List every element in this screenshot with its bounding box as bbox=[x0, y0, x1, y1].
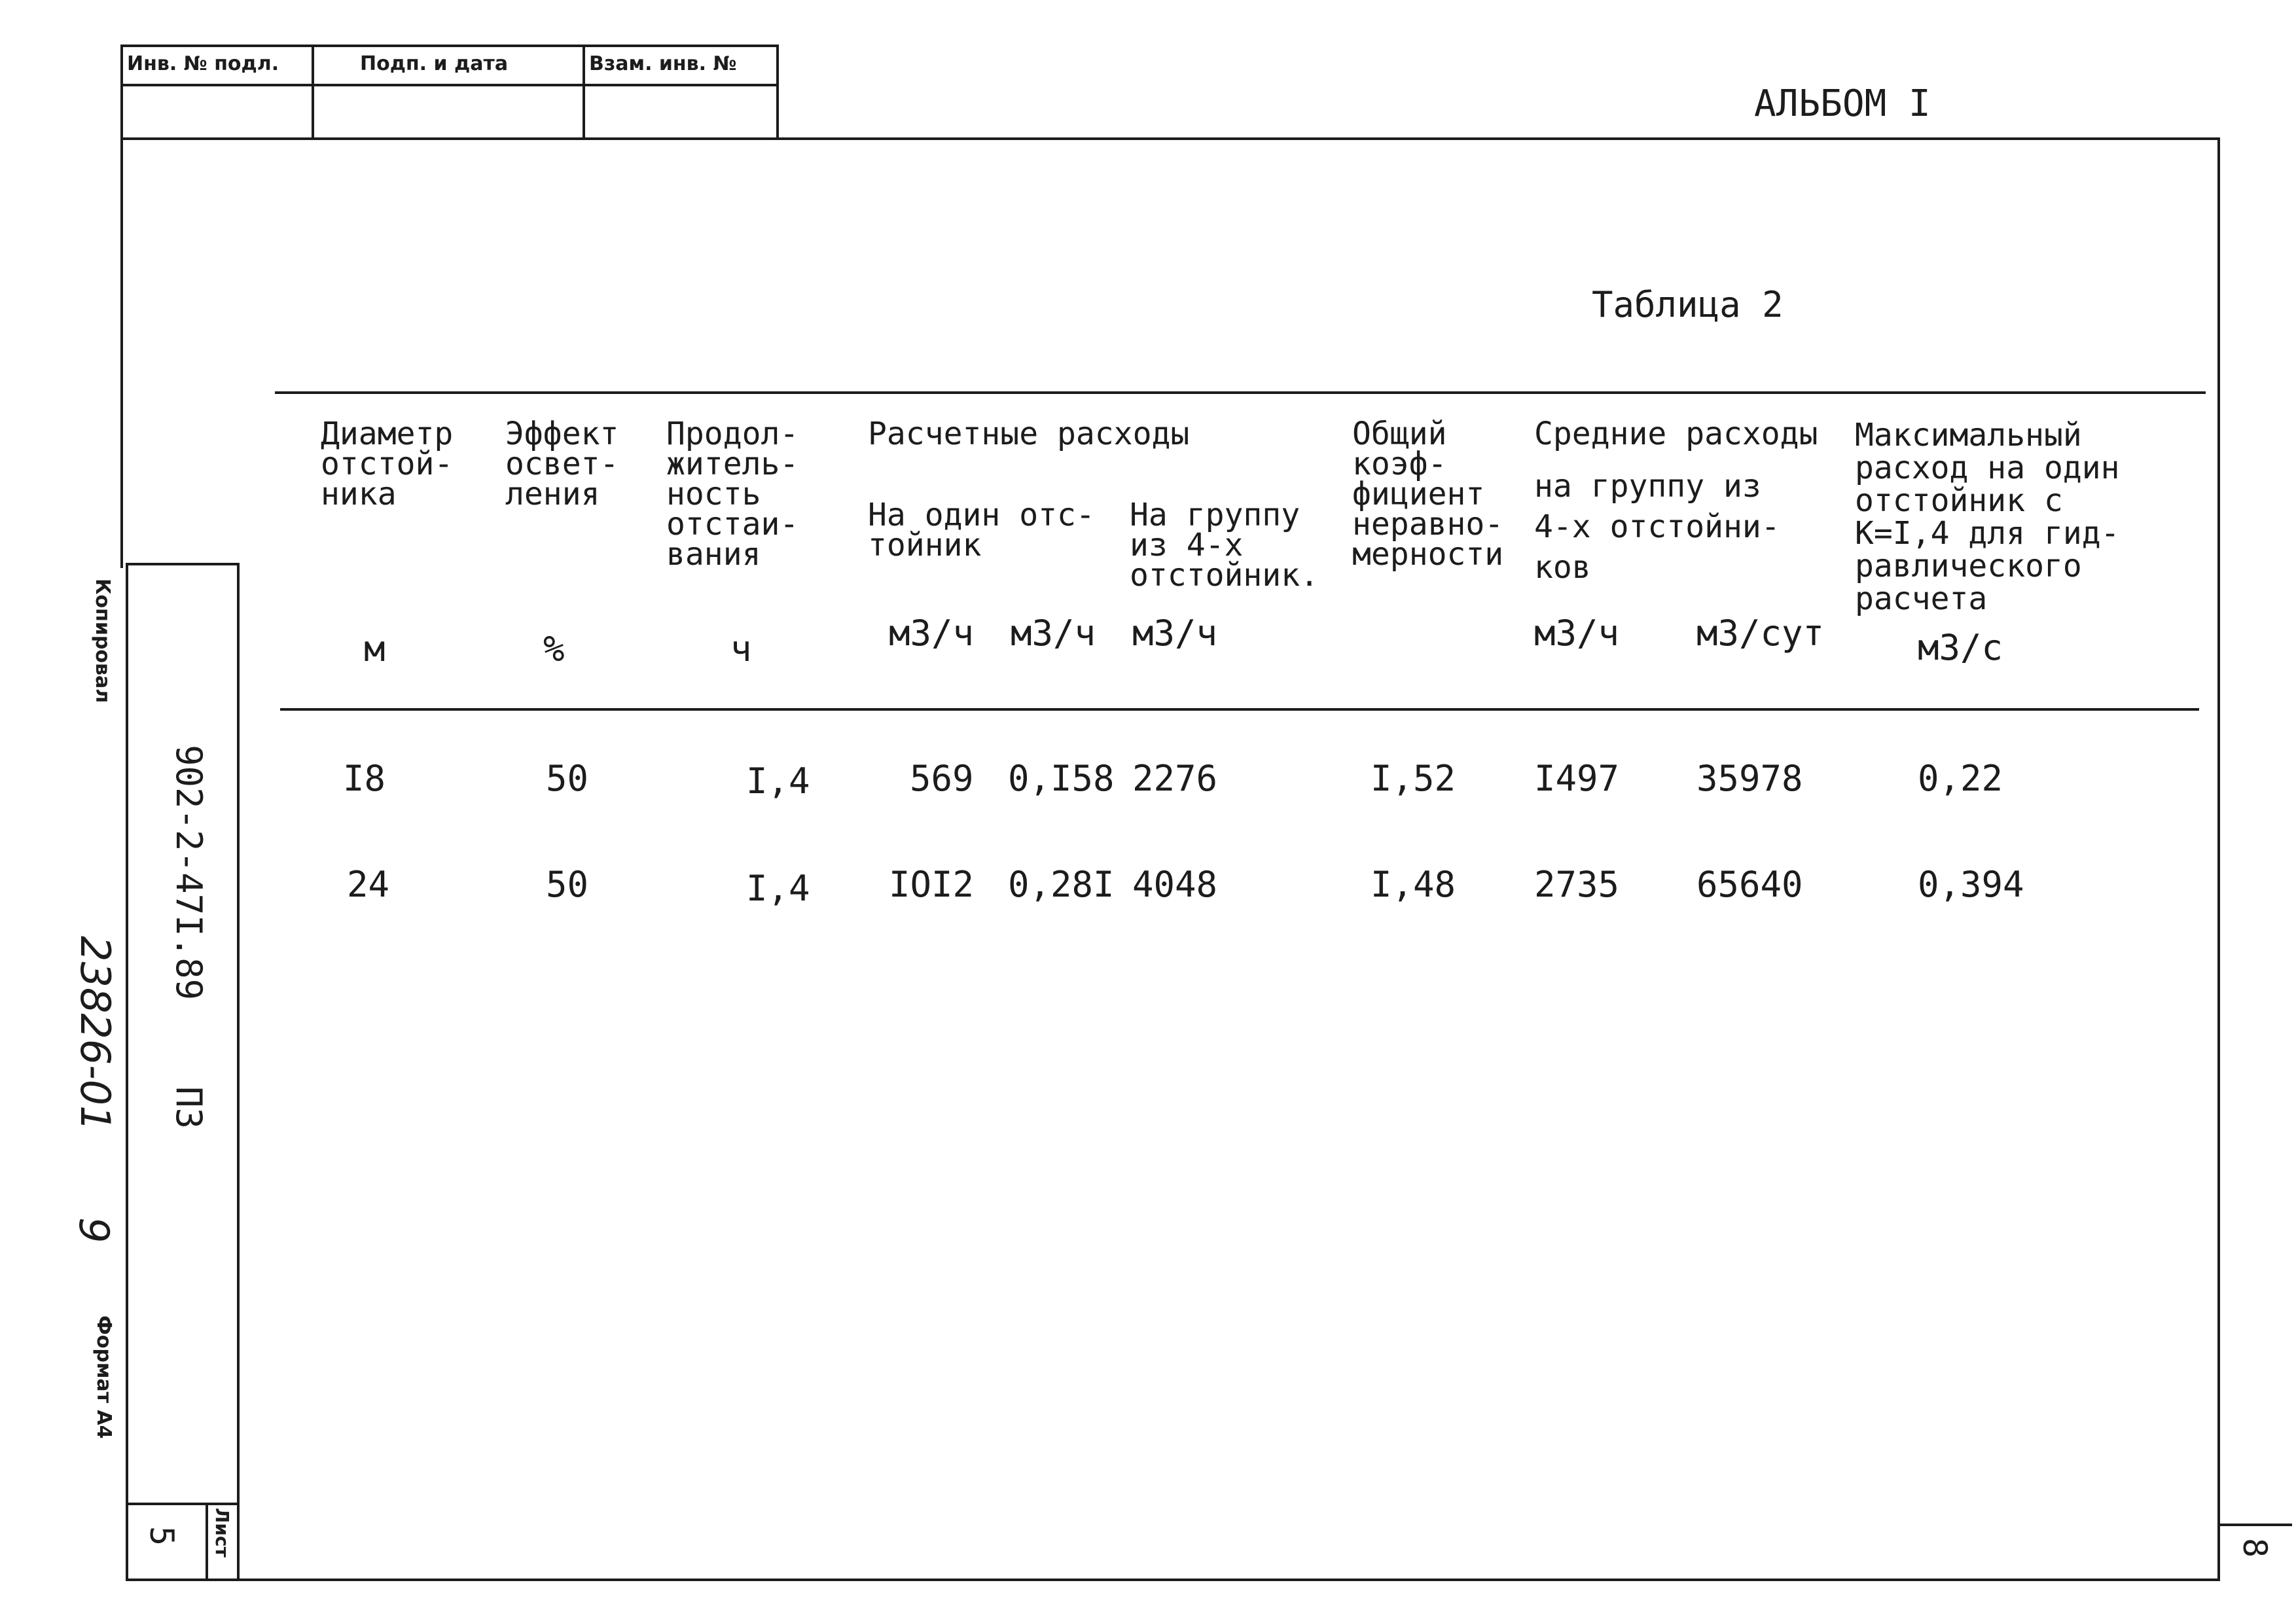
document-code: 902-2-47I.89 bbox=[168, 745, 209, 1001]
table-title: Таблица 2 bbox=[1592, 284, 1784, 325]
stamp-replace-label: Взам. инв. № bbox=[589, 52, 737, 75]
unit-percent: % bbox=[543, 628, 565, 669]
table-cell: 65640 bbox=[1696, 864, 1803, 905]
table-cell: 24 bbox=[347, 864, 390, 905]
table-cell: 2276 bbox=[1132, 758, 1218, 799]
section-code: ПЗ bbox=[168, 1086, 209, 1130]
table-cell: I,4 bbox=[746, 760, 810, 802]
table-cell: I,4 bbox=[746, 868, 810, 909]
format-label: Формат А4 bbox=[92, 1315, 115, 1439]
unit-hours: ч bbox=[730, 628, 752, 669]
handwritten-page: 9 bbox=[70, 1217, 118, 1243]
table-header-rule bbox=[280, 708, 2199, 711]
album-label: АЛЬБОМ I bbox=[1754, 82, 1931, 125]
table-cell: I,52 bbox=[1371, 758, 1456, 799]
table-cell: 0,22 bbox=[1918, 758, 2003, 799]
table-cell: 35978 bbox=[1696, 758, 1803, 799]
header-effect: Эффект освет- ления bbox=[505, 416, 619, 512]
unit-m3h-one-b: м3/ч bbox=[1011, 613, 1096, 654]
unit-m3h-avg: м3/ч bbox=[1534, 613, 1620, 654]
header-per-one: На один отс- тойник bbox=[868, 497, 1095, 563]
copied-label: Копировал bbox=[91, 579, 114, 704]
sheet-label: Лист bbox=[211, 1508, 233, 1558]
header-per-group: На группу из 4-х отстойник. bbox=[1130, 497, 1319, 594]
table-cell: I8 bbox=[343, 758, 386, 799]
table-top-rule bbox=[275, 391, 2206, 394]
page-number: 8 bbox=[2236, 1538, 2274, 1558]
header-duration: Продол- житель- ность отстаи- вания bbox=[666, 416, 799, 573]
header-diameter: Диаметр отстой- ника bbox=[321, 416, 454, 512]
table-cell: 50 bbox=[546, 864, 589, 905]
unit-m3s: м3/с bbox=[1918, 627, 2003, 668]
table-cell: 569 bbox=[910, 758, 974, 799]
table-cell: 4048 bbox=[1132, 864, 1218, 905]
handwritten-number: 23826-01 bbox=[71, 936, 119, 1132]
table-cell: 0,28I bbox=[1008, 864, 1115, 905]
table-cell: I497 bbox=[1534, 758, 1620, 799]
table-cell: I,48 bbox=[1371, 864, 1456, 905]
table-cell: 2735 bbox=[1534, 864, 1620, 905]
table-cell: IOI2 bbox=[889, 864, 975, 905]
table-cell: 0,I58 bbox=[1008, 758, 1115, 799]
header-avg-flows: Средние расходы bbox=[1534, 416, 1818, 452]
header-max-flow: Максимальный расход на один отстойник с К=I,4 для гид- равлического расчета bbox=[1855, 417, 2120, 617]
header-avg-group: на группу из 4-х отстойни- ков bbox=[1534, 468, 1780, 586]
stamp-sign-label: Подп. и дата bbox=[360, 52, 509, 75]
table-cell: 0,394 bbox=[1918, 864, 2024, 905]
stamp-inv-label: Инв. № подл. bbox=[127, 52, 279, 75]
table-cell: 50 bbox=[546, 758, 589, 799]
unit-m3day: м3/сут bbox=[1696, 613, 1825, 654]
unit-m: м bbox=[364, 628, 386, 669]
header-coefficient: Общий коэф- фициент неравно- мерности bbox=[1352, 416, 1504, 573]
unit-m3h-group: м3/ч bbox=[1132, 613, 1218, 654]
sheet-number: 5 bbox=[143, 1526, 181, 1546]
unit-m3h-one: м3/ч bbox=[889, 613, 975, 654]
header-calc-flows: Расчетные расходы bbox=[868, 416, 1190, 452]
